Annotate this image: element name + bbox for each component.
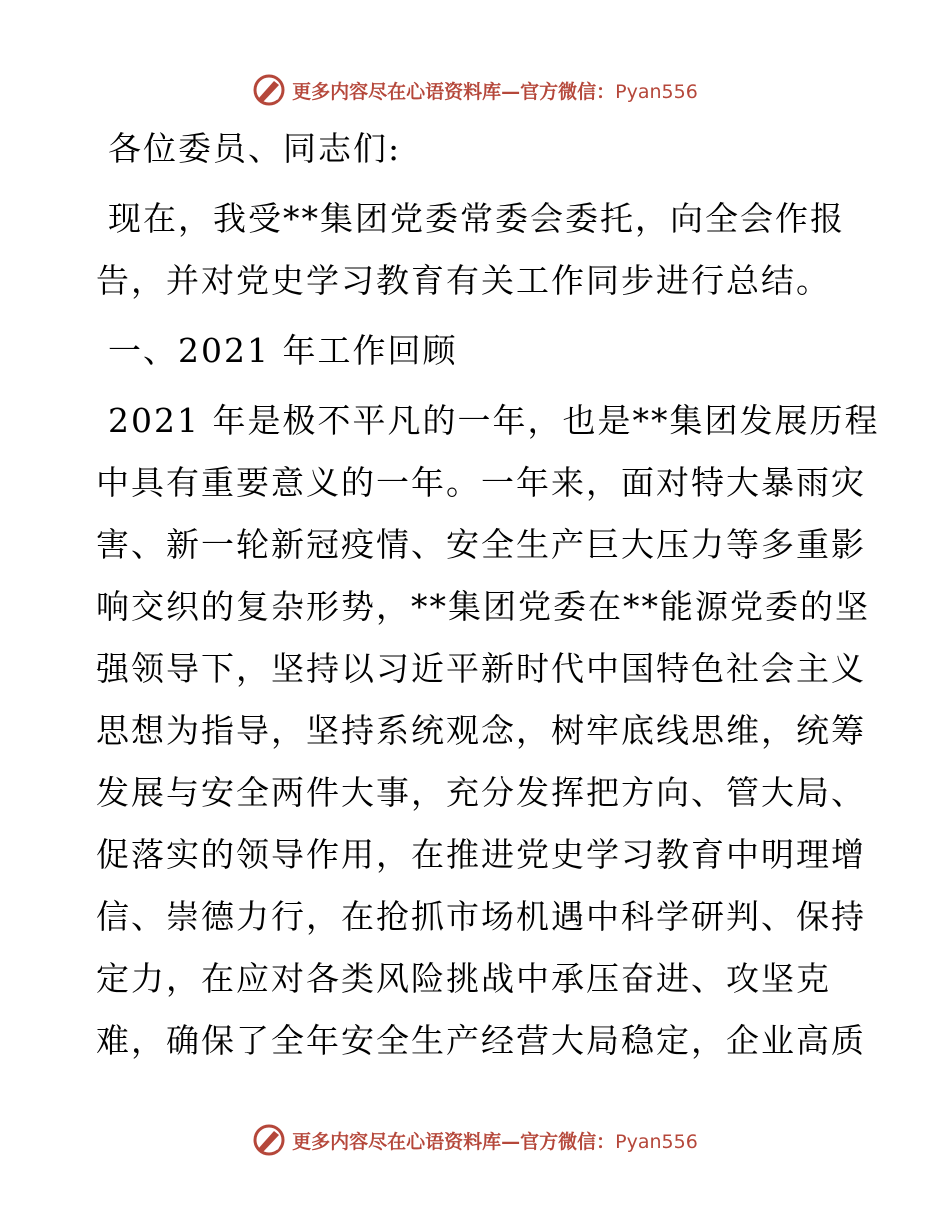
- banner-text: [292, 77, 698, 104]
- salutation-text: 各位委员、同志们:: [108, 129, 402, 168]
- banner-label: 更多内容尽在心语资料库—官方微信：: [292, 1130, 616, 1153]
- body-line: 响交织的复杂形势，**集团党委在**能源党委的坚: [96, 587, 870, 626]
- intro-paragraph: [96, 188, 856, 312]
- body-paragraph: [96, 390, 880, 1072]
- section-heading: [96, 320, 856, 382]
- banner-text: [292, 1127, 698, 1154]
- body-line: 信、崇德力行，在抢抓市场机遇中科学研判、保持: [96, 897, 866, 936]
- salutation: [96, 118, 856, 180]
- body-line: 强领导下，坚持以习近平新时代中国特色社会主义: [96, 649, 866, 688]
- section-heading-text: 一、2021 年工作回顾: [108, 331, 458, 370]
- banner-label: 更多内容尽在心语资料库—官方微信：: [292, 80, 616, 103]
- body-line: 思想为指导，坚持系统观念，树牢底线思维，统筹: [96, 711, 866, 750]
- pen-circle-logo-icon: [252, 1123, 286, 1157]
- banner-wechat-id: Pyan556: [615, 1130, 698, 1153]
- body-line: 发展与安全两件大事，充分发挥把方向、管大局、: [96, 773, 866, 812]
- body-line: 2021 年是极不平凡的一年，也是**集团发展历程: [108, 401, 880, 440]
- body-line: 中具有重要意义的一年。一年来，面对特大暴雨灾: [96, 463, 866, 502]
- body-line: 促落实的领导作用，在推进党史学习教育中明理增: [96, 835, 866, 874]
- body-line: 难，确保了全年安全生产经营大局稳定，企业高质: [96, 1021, 866, 1060]
- intro-line: 告，并对党史学习教育有关工作同步进行总结。: [96, 261, 831, 300]
- document-body: [96, 118, 880, 1080]
- intro-line: 现在，我受**集团党委常委会委托，向全会作报: [108, 199, 845, 238]
- body-line: 害、新一轮新冠疫情、安全生产巨大压力等多重影: [96, 525, 866, 564]
- banner-wechat-id: Pyan556: [615, 80, 698, 103]
- footer-banner: [0, 1120, 950, 1160]
- pen-circle-logo-icon: [252, 73, 286, 107]
- header-banner: [0, 70, 950, 110]
- body-line: 定力，在应对各类风险挑战中承压奋进、攻坚克: [96, 959, 831, 998]
